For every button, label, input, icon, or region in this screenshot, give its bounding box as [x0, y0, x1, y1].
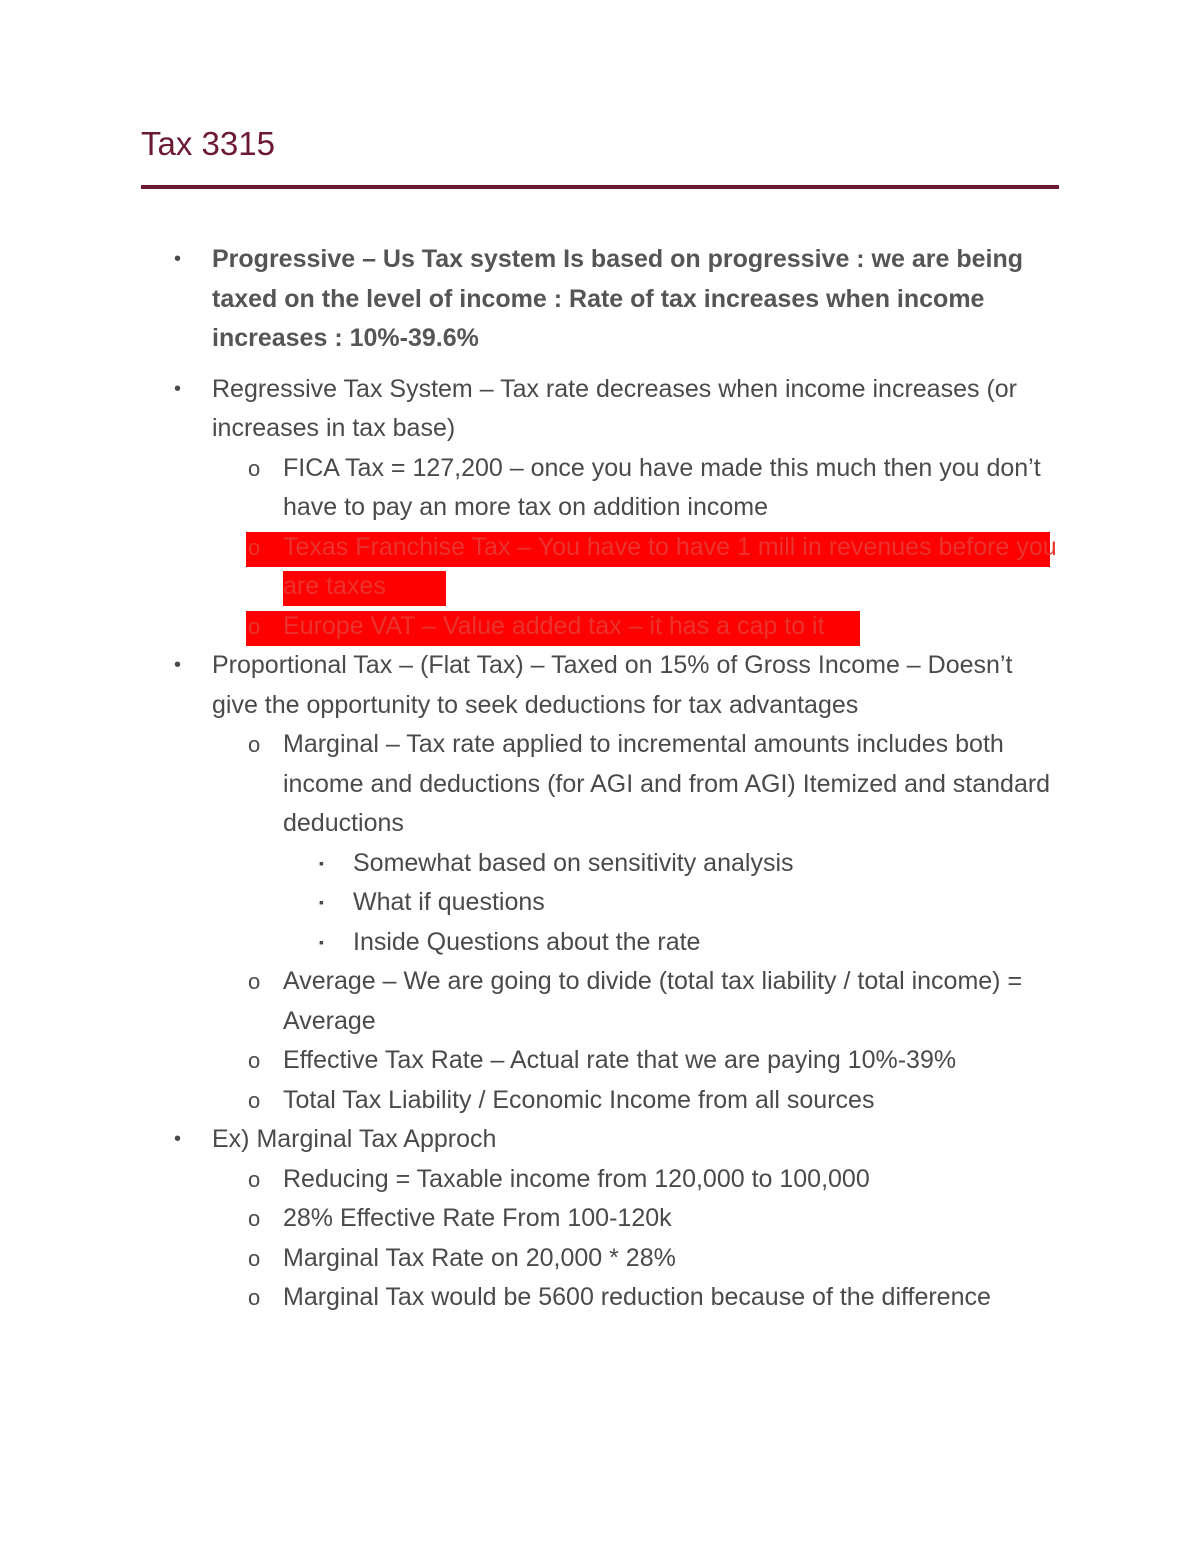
bullet-circle-icon: o	[248, 1206, 261, 1231]
bullet-dot-icon: •	[174, 377, 182, 400]
item-text: FICA Tax = 127,200 – once you have made this much then you don’t have to pay an more tax on addition income	[283, 453, 1041, 521]
list-item-texas-highlighted	[0, 528, 1200, 607]
bullet-circle-icon: o	[248, 455, 261, 481]
list-item-effective	[0, 1041, 1200, 1081]
bullet-circle-icon: o	[248, 1245, 261, 1271]
list-item-marginal-reduction	[0, 1278, 1200, 1318]
item-text: Marginal – Tax rate applied to incremental amounts includes both income and deductions (for AGI and from AGI) Itemized and standard deductions	[283, 730, 1051, 837]
item-text: Regressive Tax System – Tax rate decreases when income increases (or increases in tax base)	[212, 374, 1017, 442]
bullet-circle-icon: o	[248, 613, 261, 639]
bullet-dot-icon: •	[174, 1128, 182, 1150]
list-item-ex-marginal	[0, 1120, 1200, 1160]
bullet-circle-icon: o	[248, 1048, 261, 1073]
title-divider	[141, 185, 1059, 189]
bullet-dot-icon: •	[174, 654, 182, 676]
item-text: Ex) Marginal Tax Approch	[212, 1125, 497, 1153]
item-text: Proportional Tax – (Flat Tax) – Taxed on 15% of Gross Income – Doesn’t give the opportunity to seek deductions for tax advantages	[212, 651, 1013, 719]
page-title: Tax 3315	[141, 125, 275, 162]
bullet-circle-icon: o	[248, 1087, 261, 1113]
item-text: Effective Tax Rate – Actual rate that we are paying 10%-39%	[283, 1046, 957, 1074]
list-item-inside	[0, 923, 1200, 963]
item-text: What if questions	[353, 888, 545, 916]
bullet-circle-icon: o	[248, 732, 261, 757]
list-item-whatif	[0, 883, 1200, 923]
list-item-total-liability	[0, 1081, 1200, 1121]
list-item-marginal-rate	[0, 1239, 1200, 1279]
bullet-circle-icon: o	[248, 534, 261, 560]
list-item-marginal	[0, 725, 1200, 844]
item-text: Texas Franchise Tax – You have to have 1 mill in revenues before you are taxes	[283, 532, 1057, 600]
list-item-effective-28	[0, 1199, 1200, 1239]
list-item-reducing	[0, 1160, 1200, 1200]
bullet-square-icon: ▪	[319, 854, 324, 871]
item-text: Marginal Tax would be 5600 reduction because of the difference	[283, 1283, 991, 1311]
bullet-circle-icon: o	[248, 1285, 261, 1310]
bullet-square-icon: ▪	[319, 894, 324, 910]
item-text: Marginal Tax Rate on 20,000 * 28%	[283, 1243, 676, 1272]
item-text: Progressive – Us Tax system Is based on progressive : we are being taxed on the level of income : Rate of tax increases when income increases : 10%-39.6%	[212, 245, 1023, 352]
item-text: Europe VAT – Value added tax – it has a cap to it	[283, 611, 825, 640]
bullet-circle-icon: o	[248, 1166, 261, 1192]
bullet-circle-icon: o	[248, 969, 261, 994]
list-item-sensitivity	[0, 844, 1200, 884]
bullet-dot-icon: •	[174, 248, 182, 270]
list-item-average	[0, 962, 1200, 1041]
item-text: Somewhat based on sensitivity analysis	[353, 848, 794, 877]
item-text: 28% Effective Rate From 100-120k	[283, 1204, 672, 1232]
list-item-progressive	[0, 240, 1200, 359]
list-item-regressive	[0, 370, 1200, 449]
item-text: Total Tax Liability / Economic Income from all sources	[283, 1085, 875, 1114]
item-text: Reducing = Taxable income from 120,000 to 100,000	[283, 1164, 870, 1193]
bullet-square-icon: ▪	[319, 933, 324, 950]
item-text: Inside Questions about the rate	[353, 927, 701, 956]
list-item-fica	[0, 449, 1200, 528]
list-item-proportional	[0, 646, 1200, 725]
list-item-europe-highlighted	[0, 607, 1200, 647]
notes-list	[0, 240, 1200, 1318]
item-text: Average – We are going to divide (total tax liability / total income) = Average	[283, 967, 1023, 1035]
